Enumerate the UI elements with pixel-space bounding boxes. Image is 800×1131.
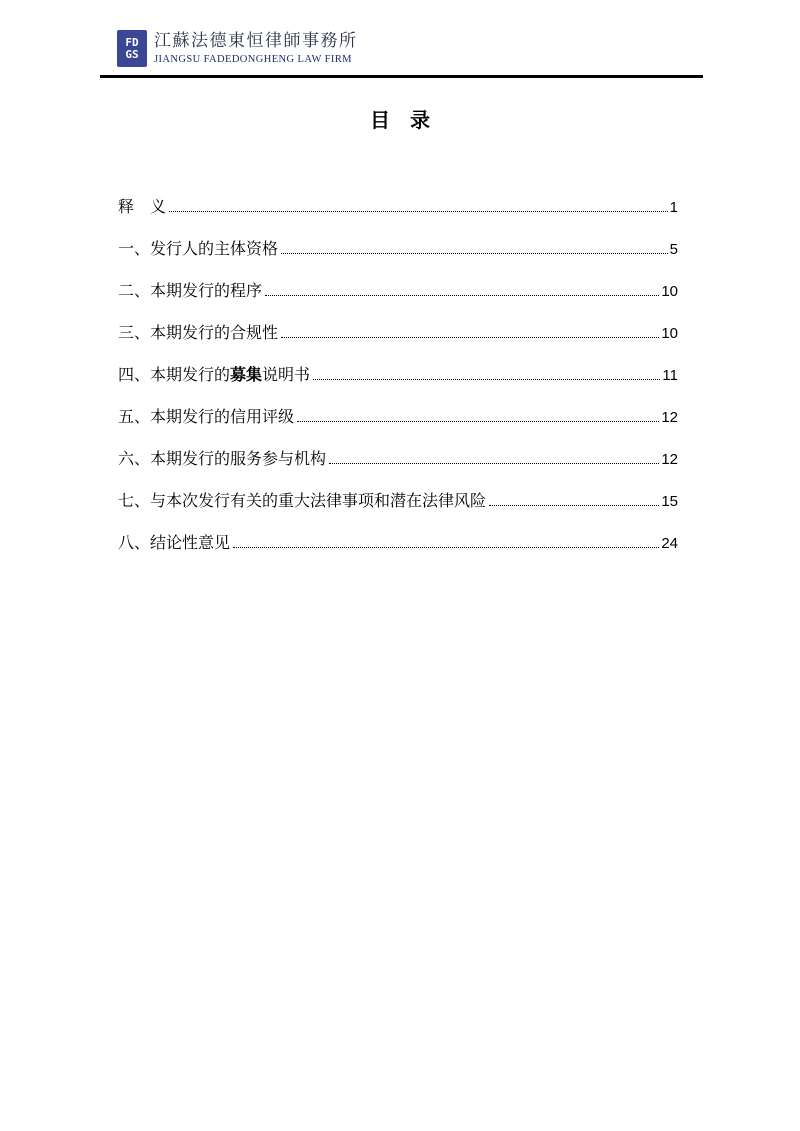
leader-dots xyxy=(265,295,659,296)
toc-item xyxy=(118,491,678,513)
firm-logo-monogram-bottom: GS xyxy=(125,47,139,61)
toc-item xyxy=(118,449,678,471)
leader-dots xyxy=(329,463,659,464)
toc-page-number: 12 xyxy=(661,451,678,468)
toc-item-label: 一、发行人的主体资格 xyxy=(118,241,279,258)
toc-item xyxy=(118,323,678,345)
toc-item-label: 五、本期发行的信用评级 xyxy=(118,409,295,426)
leader-dots xyxy=(281,253,668,254)
toc-item xyxy=(118,281,678,303)
page-title: 目 录 xyxy=(370,110,430,132)
leader-dots xyxy=(313,379,660,380)
leader-dots xyxy=(281,337,659,338)
toc-item-label: 六、本期发行的服务参与机构 xyxy=(118,451,327,468)
toc-page-number: 10 xyxy=(661,325,678,342)
leader-dots xyxy=(489,505,659,506)
toc-item xyxy=(118,197,678,219)
toc-page-number: 10 xyxy=(661,283,678,300)
toc-page-number: 5 xyxy=(669,241,678,258)
leader-dots xyxy=(297,421,659,422)
toc-item-label: 七、与本次发行有关的重大法律事项和潜在法律风险 xyxy=(118,493,487,510)
toc-page-number: 15 xyxy=(661,493,678,510)
toc-item-label: 释 义 xyxy=(118,199,167,216)
toc-page-number: 12 xyxy=(661,409,678,426)
toc-item xyxy=(118,533,678,555)
firm-name-block xyxy=(154,30,358,66)
firm-name-chinese: 江蘇法德東恒律師事務所 xyxy=(154,31,358,51)
leader-dots xyxy=(233,547,659,548)
toc-item-label: 三、本期发行的合规性 xyxy=(118,325,279,342)
leader-dots xyxy=(169,211,668,212)
toc-item-label: 二、本期发行的程序 xyxy=(118,283,263,300)
toc-page-number: 24 xyxy=(661,535,678,552)
toc-item-label: 八、结论性意见 xyxy=(118,535,231,552)
toc-item xyxy=(118,239,678,261)
firm-name-english: JIANGSU FADEDONGHENG LAW FIRM xyxy=(154,54,352,65)
toc-item-label: 四、本期发行的募集说明书 xyxy=(118,367,311,384)
toc-item xyxy=(118,407,678,429)
toc-page-number: 1 xyxy=(669,199,678,216)
firm-logo-monogram-top: FD xyxy=(125,35,139,49)
toc-list xyxy=(118,197,678,575)
header-divider-rule xyxy=(100,75,703,78)
toc-page-number: 11 xyxy=(662,367,678,384)
toc-item xyxy=(118,365,678,387)
firm-logo-icon xyxy=(117,30,147,67)
document-header xyxy=(117,30,358,67)
